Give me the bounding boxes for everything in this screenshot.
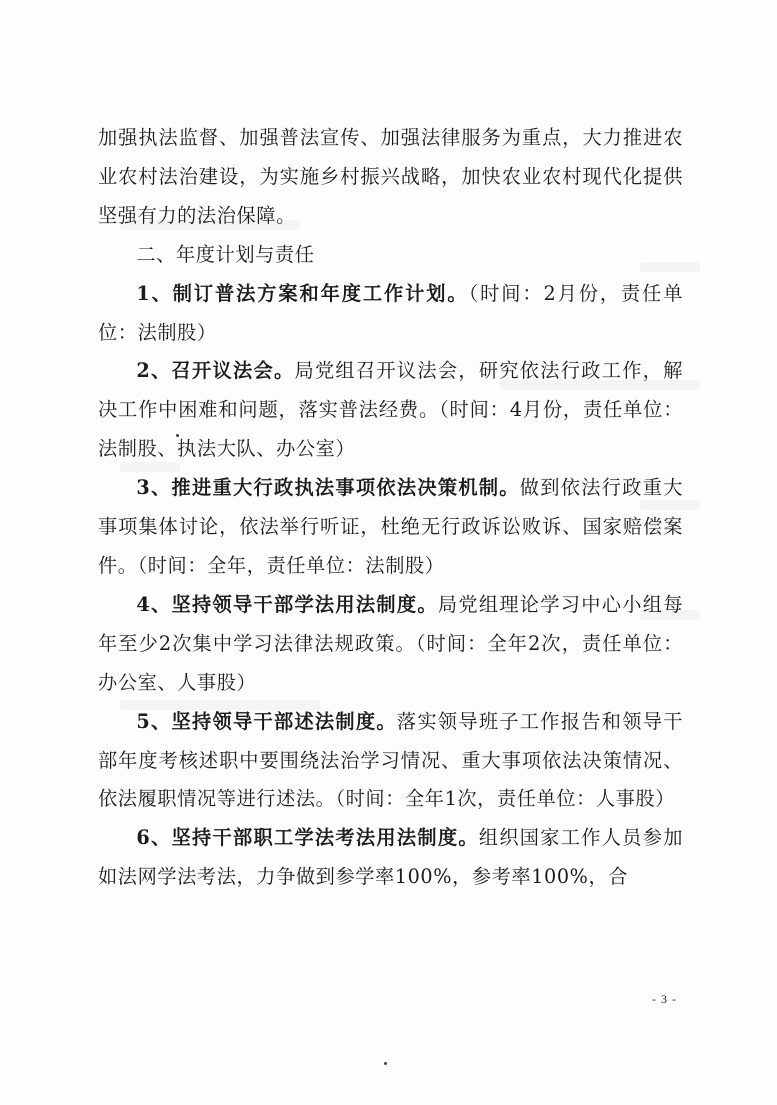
document-body [98,119,683,897]
plan-item-2-text: 局党组召开议法会，研究依法行政工作，解决工作中困难和问题，落实普法经费。（时间：4月份，责任单位：法制股、执法大队、办公室） [98,359,683,461]
plan-item-2 [98,352,683,469]
plan-item-6-title: 6、坚持干部职工学法考法用法制度。 [136,826,479,850]
plan-item-4 [98,586,683,703]
plan-item-6 [98,819,683,897]
plan-item-1-text: （时间：2月份，责任单位：法制股） [98,281,683,344]
plan-item-4-text: 局党组理论学习中心小组每年至少2次集中学习法律法规政策。（时间：全年2次，责任单位：办公室、人事股） [98,592,683,694]
page-number: - 3 - [652,992,677,1006]
plan-item-3-text: 做到依法行政重大事项集体讨论，依法举行听证，杜绝无行政诉讼败诉、国家赔偿案件。（时间：全年，责任单位：法制股） [98,476,683,577]
plan-item-5-text: 落实领导班子工作报告和领导干部年度考核述职中要围绕法治学习情况、重大事项依法决策情况、依法履职情况等进行述法。（时间：全年1次，责任单位：人事股） [98,709,684,811]
plan-item-1-title: 1、制订普法方案和年度工作计划。 [136,281,469,305]
plan-item-6-text: 组织国家工作人员参加如法网学法考法，力争做到参学率100%，参考率100%，合 [98,826,683,889]
plan-item-2-title: 2、召开议法会。 [136,359,295,383]
paragraph-intro: 加强执法监督、加强普法宣传、加强法律服务为重点，大力推进农业农村法治建设，为实施乡村振兴战略，加快农业农村现代化提供坚强有力的法治保障。 [98,126,683,227]
section-heading: 二、年度计划与责任 [136,242,315,266]
plan-item-4-title: 4、坚持领导干部学法用法制度。 [136,592,438,616]
plan-item-3-title: 3、推进重大行政执法事项依法决策机制。 [136,476,520,500]
scan-speck [384,1062,387,1065]
plan-item-5-title: 5、坚持领导干部述法制度。 [136,709,397,733]
plan-item-5 [98,703,683,820]
plan-item-1 [98,275,683,353]
plan-item-3 [98,469,683,586]
scan-speck [176,434,179,437]
